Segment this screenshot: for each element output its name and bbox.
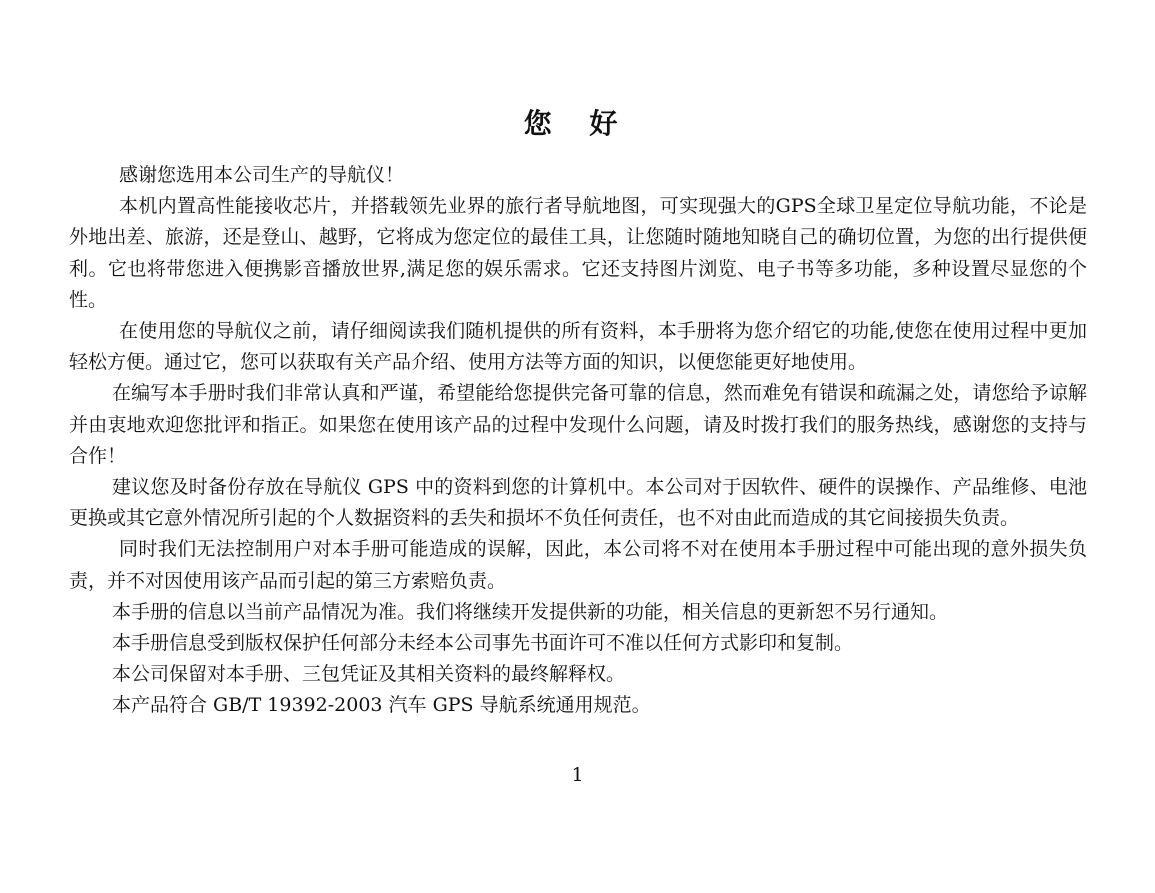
paragraph-standard: 本产品符合 GB/T 19392-2003 汽车 GPS 导航系统通用规范。 [112, 694, 651, 717]
paragraph-liability: 同时我们无法控制用户对本手册可能造成的误解，因此，本公司将不对在使用本手册过程中可能出现的意外损失负责，并不对因使用该产品而引起的第三方索赔负责。 [69, 538, 1087, 592]
paragraph-interpretation: 本公司保留对本手册、三包凭证及其相关资料的最终解释权。 [112, 663, 626, 686]
page-number: 1 [571, 764, 584, 786]
paragraph-updates: 本手册的信息以当前产品情况为准。我们将继续开发提供新的功能，相关信息的更新恕不另行通知。 [112, 600, 949, 623]
paragraph-features: 本机内置高性能接收芯片，并搭载领先业界的旅行者导航地图，可实现强大的GPS全球卫星定位导航功能，不论是外地出差、旅游，还是登山、越野，它将成为您定位的最佳工具，让您随时随地知晓自己的确切位置，为您的出行提供便利。它也将带您进入便携影音播放世界,满足您的娱乐需求。它还支持图片浏览、电子书等多功能，多种设置尽显您的个性。 [69, 195, 1087, 311]
paragraph-copyright: 本手册信息受到版权保护任何部分未经本公司事先书面许可不准以任何方式影印和复制。 [112, 632, 854, 655]
paragraph-thanks: 感谢您选用本公司生产的导航仪！ [119, 164, 405, 186]
page-title: 您 好 [523, 107, 632, 140]
body-text [69, 160, 1087, 722]
paragraph-read-manual: 在使用您的导航仪之前，请仔细阅读我们随机提供的所有资料，本手册将为您介绍它的功能,使您在使用过程中更加轻松方便。通过它，您可以获取有关产品介绍、使用方法等方面的知识，以便您能更好地使用。 [69, 320, 1087, 374]
paragraph-feedback: 在编写本手册时我们非常认真和严谨，希望能给您提供完备可靠的信息，然而难免有错误和疏漏之处，请您给予谅解并由衷地欢迎您批评和指正。如果您在使用该产品的过程中发现什么问题，请及时拨打我们的服务热线，感谢您的支持与合作！ [69, 382, 1087, 467]
paragraph-backup: 建议您及时备份存放在导航仪 GPS 中的资料到您的计算机中。本公司对于因软件、硬件的误操作、产品维修、电池更换或其它意外情况所引起的个人数据资料的丢失和损坏不负任何责任，也不对由此而造成的其它间接损失负责。 [69, 476, 1087, 530]
